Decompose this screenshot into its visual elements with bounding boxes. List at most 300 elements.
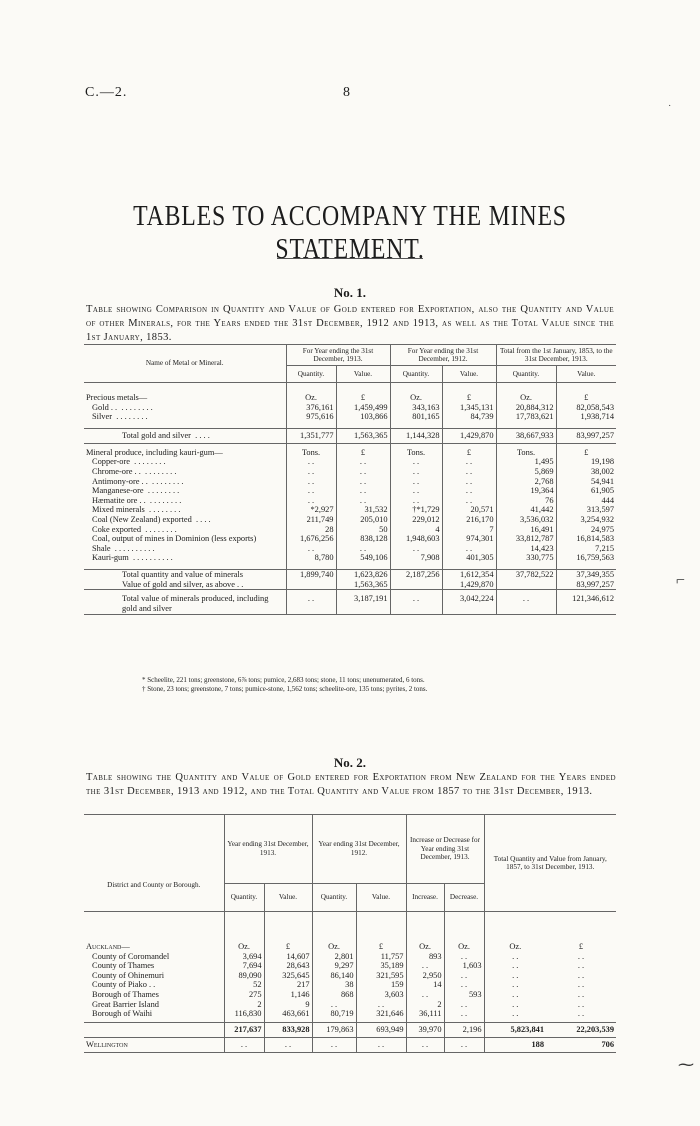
cell: 83,997,257 [556,580,616,590]
cell: . . [390,496,442,506]
cell: 1,603 [444,961,484,971]
row-label: County of Ohinemuri [92,970,165,980]
cell: . . [406,990,444,1000]
row-label: Total value of minerals produced, including gold and silver [122,594,269,613]
row-label: Great Barrier Island [92,999,159,1009]
t2-data-row [84,971,616,981]
cell: 3,254,932 [556,515,616,525]
cell: . . [336,467,390,477]
row-label-cell [84,544,286,554]
cell: 693,949 [356,1022,406,1037]
row-label: Antimony-ore . . [92,476,148,486]
cell: 2,801 [312,952,356,962]
cell: 7,908 [390,553,442,563]
margin-mark: ⁓ [678,1057,694,1074]
unit-label: £ [556,393,616,403]
row-label: Silver [92,412,113,422]
cell: 1,345,131 [442,403,496,413]
cell: †*1,729 [390,505,442,515]
cell: 593 [444,990,484,1000]
cell: 1,144,328 [390,428,442,443]
unit-label: £ [442,448,496,458]
cell: 37,782,522 [496,569,556,579]
cell: 325,645 [264,971,312,981]
cell: 11,757 [356,952,406,962]
cell: . . [442,477,496,487]
cell: 975,616 [286,412,336,422]
cell: 3,536,032 [496,515,556,525]
cell: . . [312,1037,356,1052]
t2-wellington-row [84,1037,616,1052]
cell: . . [444,952,484,962]
t1-data-row [84,515,616,525]
cell: . . [286,544,336,554]
cell: 1,676,256 [286,534,336,544]
cell: 61,905 [556,486,616,496]
row-label-cell [84,961,224,971]
row-label-cell [84,525,286,535]
cell: . . [356,1000,406,1010]
cell: 76 [496,496,556,506]
cell: . . [406,961,444,971]
cell: 216,170 [442,515,496,525]
t2-sub-increase: Increase. [406,883,444,911]
row-label: Kauri-gum [92,553,129,563]
cell: . . [390,477,442,487]
cell: . . [390,467,442,477]
cell: 37,349,355 [556,569,616,579]
table1-number: No. 1. [333,285,367,300]
cell: 188 [484,1037,546,1052]
cell [496,580,556,590]
row-label: Gold . . [92,402,118,412]
cell: . . [444,1009,484,1019]
margin-mark: ˙ [668,104,672,115]
row-label: Value of gold and silver, as above . . [122,579,244,589]
row-label: Borough of Thames [92,989,159,999]
title-rule [277,258,423,259]
leader-dots: . . . . . . . . [121,402,153,412]
t1-group-1912: For Year ending the 31st December, 1912. [390,345,496,366]
cell: . . [224,1037,264,1052]
t1-data-row [84,467,616,477]
cell: . . [577,1009,585,1019]
cell: 444 [556,496,616,506]
t1-mineral-heading: Mineral produce, including kauri-gum— [86,447,223,457]
row-label: County of Coromandel [92,951,170,961]
t1-sub-value: Value. [336,366,390,383]
t2-sub-value: Value. [356,883,406,911]
cell: 3,187,191 [336,594,390,615]
cell: 31,532 [336,505,390,515]
cell: 89,090 [224,971,264,981]
cell: 86,140 [312,971,356,981]
cell: . . [484,971,546,981]
cell: 35,189 [356,961,406,971]
row-label: Manganese-ore [92,486,144,496]
row-label-cell [84,952,224,962]
t1-data-row [84,505,616,515]
t1-sub-quantity: Quantity. [390,366,442,383]
cell: 38,667,933 [496,428,556,443]
cell: 14 [406,980,444,990]
t1-data-row [84,525,616,535]
unit-label: £ [578,942,584,951]
cell: . . [484,952,546,962]
unit-label: Tons. [390,448,442,458]
unit-label: £ [442,393,496,403]
table2-number: No. 2. [333,755,367,770]
cell: . . [356,1037,406,1052]
cell: . . [336,496,390,506]
cell: 5,823,841 [484,1022,546,1037]
t2-data-row [84,980,616,990]
cell: 330,775 [496,553,556,563]
t1-gold-silver-above-row [84,580,616,590]
cell: 838,128 [336,534,390,544]
cell: . . [442,486,496,496]
unit-label: Oz. [484,942,546,952]
t1-data-row [84,412,616,422]
cell: . . [442,496,496,506]
cell: 82,058,543 [556,403,616,413]
t1-data-row [84,403,616,413]
cell: . . [442,457,496,467]
cell: 321,646 [356,1009,406,1019]
row-label-cell [84,496,286,506]
row-label-cell [84,403,286,413]
row-label: Coke exported [92,524,142,534]
table2 [84,814,616,1053]
margin-mark: ⌐ [676,572,686,589]
cell: 14,607 [264,952,312,962]
cell: 38,002 [556,467,616,477]
cell: . . [390,457,442,467]
leader-dots: . . . . . . . . [152,476,184,486]
cell: 549,106 [336,553,390,563]
cell: 16,814,583 [556,534,616,544]
row-label-cell [84,412,286,422]
t1-group-1913: For Year ending the 31st December, 1913. [286,345,390,366]
row-label: Total quantity and value of minerals [122,569,244,579]
t2-subtotal-row [84,1022,616,1037]
cell: . . [577,951,585,961]
cell: . . [286,467,336,477]
t2-sub-quantity: Quantity. [312,883,356,911]
cell [390,580,442,590]
t2-auckland-heading: Auckland— [86,942,130,951]
t2-data-row [84,952,616,962]
cell: 1,351,777 [286,428,336,443]
cell: . . [286,457,336,467]
row-label-cell [84,505,286,515]
leader-dots: . . . . . . . . [149,505,181,515]
cell: 343,163 [390,403,442,413]
cell: 3,603 [356,990,406,1000]
cell: 1,146 [264,990,312,1000]
cell: 229,012 [390,515,442,525]
cell: 801,165 [390,412,442,422]
t2-data-row [84,961,616,971]
cell: 1,429,870 [442,428,496,443]
cell: 1,563,365 [336,580,390,590]
cell: 275 [224,990,264,1000]
t1-data-row [84,544,616,554]
cell: 2 [406,1000,444,1010]
t1-footnote-1: * Scheelite, 221 tons; greenstone, 6⅞ tons; pumice, 2,683 tons; stone, 11 tons; unenumerated, 6 tons. [142,676,425,684]
t2-group-1912: Year ending 31st December, 1912. [312,815,406,884]
row-label-cell [84,553,286,563]
cell: 39,970 [406,1022,444,1037]
cell: . . [336,457,390,467]
cell: 9 [264,1000,312,1010]
cell: 2,950 [406,971,444,981]
leader-dots: . . . . . . . . [145,466,177,476]
cell: 205,010 [336,515,390,525]
unit-label: Oz. [444,942,484,952]
t2-group-change: Increase or Decrease for Year ending 31st December, 1913. [406,815,484,884]
t2-data-row [84,1009,616,1019]
row-label: Coal, output of mines in Dominion (less exports) [92,534,257,544]
t1-data-row [84,496,616,506]
cell: 7,694 [224,961,264,971]
row-label: Coal (New Zealand) exported [92,514,192,524]
cell: 121,346,612 [556,594,616,615]
cell: 8,780 [286,553,336,563]
cell: 974,301 [442,534,496,544]
cell: 116,830 [224,1009,264,1019]
cell: 19,198 [556,457,616,467]
cell: 1,938,714 [556,412,616,422]
cell: 313,597 [556,505,616,515]
row-label: Borough of Waihi [92,1009,153,1019]
cell: 20,884,312 [496,403,556,413]
t1-data-row [84,553,616,563]
t2-col-name: District and County or Borough. [84,815,224,912]
cell: 50 [336,525,390,535]
t1-mineral-heading-row [84,448,616,458]
cell: 28,643 [264,961,312,971]
cell: . . [444,1000,484,1010]
cell: . . [484,961,546,971]
unit-label: Oz. [286,393,336,403]
row-label-cell [84,971,224,981]
cell: 706 [601,1039,615,1049]
cell: . . [577,961,585,971]
leader-dots: . . . . . . . . [116,412,148,422]
t2-sub-value: Value. [264,883,312,911]
t1-grand-total-row [84,594,616,615]
document-reference: C.—2. [85,85,128,100]
cell: 24,975 [556,525,616,535]
cell: . . [577,970,585,980]
cell: 36,111 [406,1009,444,1019]
cell: 14,423 [496,544,556,554]
row-label: Mixed minerals [92,505,145,515]
cell: 376,161 [286,403,336,413]
t1-precious-heading-row [84,393,616,403]
t1-col-name: Name of Metal or Mineral. [84,345,286,383]
row-label: County of Piako . . [92,980,156,990]
cell: . . [264,1037,312,1052]
cell: 1,563,365 [336,428,390,443]
leader-dots: . . . . [195,430,210,440]
unit-label: Oz. [390,393,442,403]
cell: . . [442,544,496,554]
cell: 38 [312,980,356,990]
cell: . . [390,486,442,496]
cell: . . [484,980,546,990]
unit-label: Oz. [224,942,264,952]
row-label: Total gold and silver [122,430,191,440]
cell: 41,442 [496,505,556,515]
cell: . . [577,999,585,1009]
t1-footnote-2: † Stone, 23 tons; greenstone, 7 tons; pumice-stone, 1,562 tons; scheelite-ore, 135 tons; pyrites, 2 tons. [142,685,428,693]
cell: 7 [442,525,496,535]
cell: 1,459,499 [336,403,390,413]
cell: 1,612,354 [442,569,496,579]
cell: . . [577,980,585,990]
cell: 54,941 [556,477,616,487]
cell: . . [390,594,442,615]
cell: 893 [406,952,444,962]
cell: 217 [264,980,312,990]
cell: . . [286,496,336,506]
unit-label: £ [336,393,390,403]
row-label-cell [84,486,286,496]
cell: . . [286,594,336,615]
table1-caption: Table showing Comparison in Quantity and Value of Gold entered for Exportation, also the Quantity and Value of other Minerals, for the Years ended the 31st December, 1912 and 1913, as well as the Total Value since the 1st January, 1853. [86,304,614,343]
cell: 28 [286,525,336,535]
cell: 5,869 [496,467,556,477]
cell: 16,491 [496,525,556,535]
cell: 1,429,870 [442,580,496,590]
cell: 22,203,539 [576,1024,615,1034]
t1-precious-heading: Precious metals— [86,393,148,402]
cell: 2,187,256 [390,569,442,579]
t1-data-row [84,477,616,487]
row-label-cell [84,990,224,1000]
cell: 83,997,257 [556,428,616,443]
cell: . . [496,594,556,615]
cell: . . [484,990,546,1000]
cell: 2 [224,1000,264,1010]
cell: . . [577,989,585,999]
leader-dots: . . . . . . . . [147,486,180,496]
unit-label: Oz. [406,942,444,952]
leader-dots: . . . . [195,514,211,524]
cell: . . [444,971,484,981]
cell: 1,899,740 [286,569,336,579]
table1 [84,344,616,615]
t2-data-row [84,990,616,1000]
cell: . . [444,1037,484,1052]
cell: 321,595 [356,971,406,981]
t2-sub-decrease: Decrease. [444,883,484,911]
cell: 4 [390,525,442,535]
cell: 217,637 [224,1022,264,1037]
cell: . . [444,980,484,990]
row-label-cell [84,457,286,467]
row-label: County of Thames [92,961,155,971]
row-label-cell [84,477,286,487]
row-label-cell [84,1009,224,1019]
unit-label: Oz. [312,942,356,952]
leader-dots: . . . . . . . . [145,524,177,534]
cell: 401,305 [442,553,496,563]
cell: 463,661 [264,1009,312,1019]
t2-sub-quantity: Quantity. [224,883,264,911]
cell [286,580,336,590]
cell: . . [286,477,336,487]
t1-group-total: Total from the 1st January, 1853, to the 31st December, 1913. [496,345,616,366]
cell: 159 [356,980,406,990]
cell: 17,783,621 [496,412,556,422]
cell: . . [286,486,336,496]
row-label: Shale [92,543,111,553]
t1-sub-value: Value. [442,366,496,383]
leader-dots: . . . . . . . . . . [132,553,173,563]
unit-label: £ [264,942,312,952]
row-label: Hæmatite ore . . [92,495,146,505]
cell: . . [336,544,390,554]
leader-dots: . . . . . . . . . . [114,543,155,553]
row-label: Wellington [86,1039,128,1049]
cell: 1,948,603 [390,534,442,544]
unit-label: Oz. [496,393,556,403]
cell: . . [390,544,442,554]
cell: 84,739 [442,412,496,422]
cell: 2,196 [444,1022,484,1037]
cell: 80,719 [312,1009,356,1019]
row-label-cell [84,1000,224,1010]
unit-label: £ [336,448,390,458]
t1-data-row [84,457,616,467]
unit-label: £ [556,448,616,458]
cell: 3,042,224 [442,594,496,615]
cell: 868 [312,990,356,1000]
t1-sub-quantity: Quantity. [496,366,556,383]
cell: . . [484,1000,546,1010]
cell: 1,623,826 [336,569,390,579]
cell: 833,928 [264,1022,312,1037]
t1-sub-quantity: Quantity. [286,366,336,383]
cell: 211,749 [286,515,336,525]
main-title: TABLES TO ACCOMPANY THE MINES STATEMENT. [133,200,567,265]
cell: 2,768 [496,477,556,487]
t1-total-minerals-row [84,569,616,579]
table2-caption: Table showing the Quantity and Value of Gold entered for Exportation from New Zealand for the Years ended the 31st December, 1913 and 1912, and the Total Quantity and Value from 1857 to the 31st December, 1913. [86,772,616,797]
cell: 16,759,563 [556,553,616,563]
row-label: Chrome-ore . . [92,466,141,476]
cell: . . [442,467,496,477]
t2-group-total: Total Quantity and Value from January, 1857, to 31st December, 1913. [484,815,616,912]
row-label-cell [84,515,286,525]
row-label-cell [84,980,224,990]
cell: 103,866 [336,412,390,422]
leader-dots: . . . . . . . . [134,457,166,467]
row-label-cell [84,534,286,544]
cell: 179,863 [312,1022,356,1037]
t1-sub-value: Value. [556,366,616,383]
t2-auckland-row [84,942,616,952]
unit-label: Tons. [496,448,556,458]
cell: . . [406,1037,444,1052]
cell: . . [484,1009,546,1019]
cell: 19,364 [496,486,556,496]
cell: 7,215 [556,544,616,554]
cell: *2,927 [286,505,336,515]
